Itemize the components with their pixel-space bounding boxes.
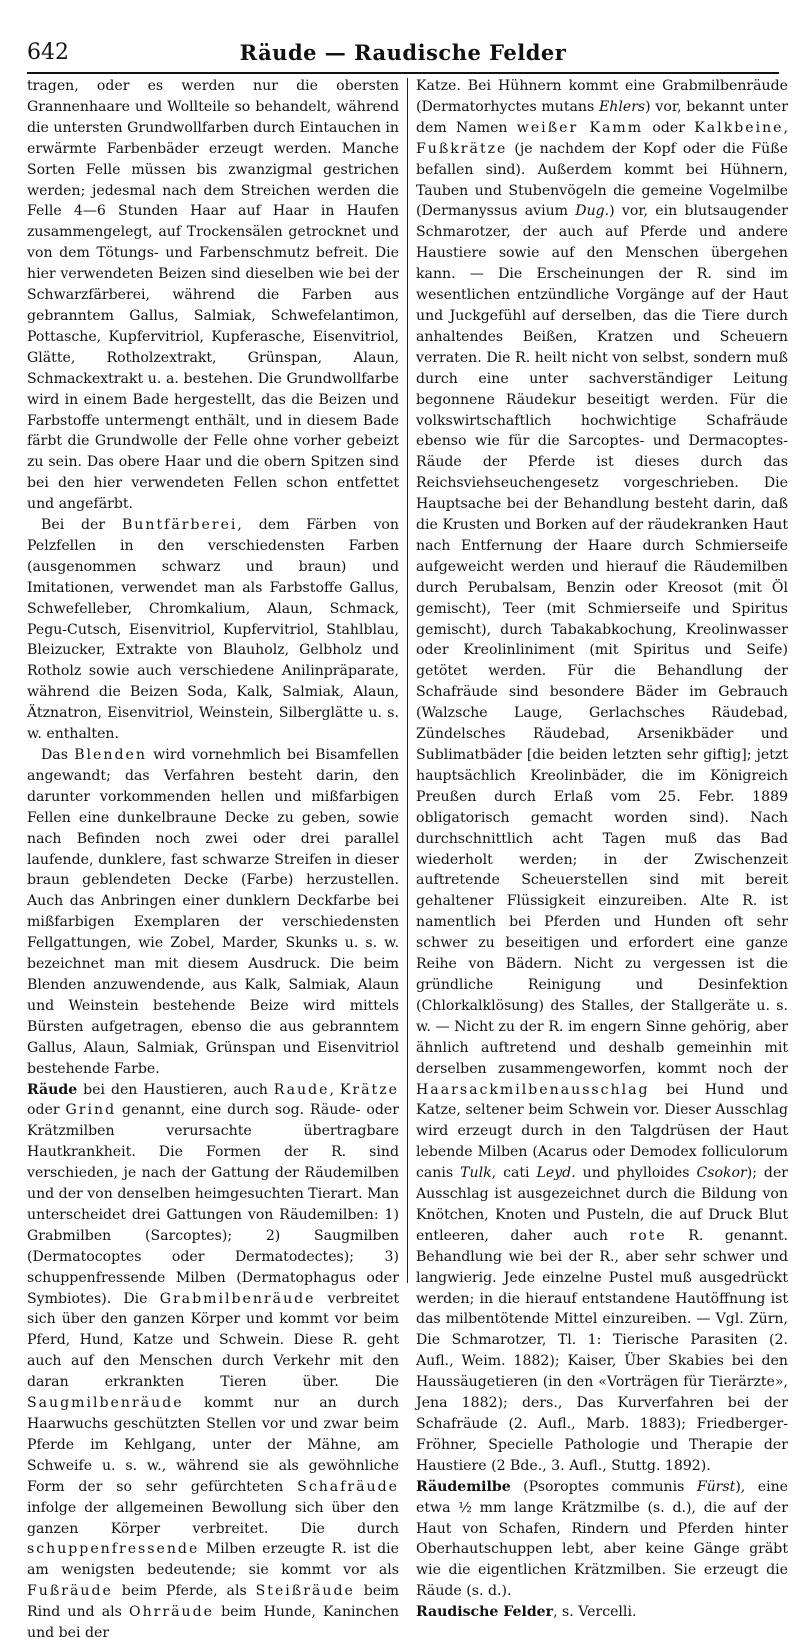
text: bei den Haustieren, auch [77, 1081, 274, 1098]
text: genannt, eine durch sog. Räude- oder Krätzmilben verursachte übertragbare Hautkrankheit. Die Formen der R. sind verschieden, je nach der Gattung der Räudemilben und der von denselben heimgesuchten Tierart. Man unterscheidet drei Gattungen von Räudemilben: 1) Grabmilben (Sarcoptes); 2) Saugmilben (Dermatocoptes oder Dermatodectes); 3) schuppenfressende Milben (Dermatophagus oder Symbiotes). Die [27, 1102, 399, 1307]
text: Bei der [41, 517, 122, 534]
term: Krätze [339, 1081, 399, 1098]
term: schuppenfressende [27, 1541, 200, 1558]
header-rule [27, 72, 779, 74]
term: Steißräude [255, 1583, 355, 1600]
text: ) vor, ein blutsaugender Schmarotzer, der auch auf Pferde und andere Haustiere sowie auf den Menschen übergehen kann. — Die Erscheinungen der R. sind im wesentlichen entzündliche Vorgänge auf der Haut und Juckgefühl auf derselben, das die Tiere durch anhaltendes Beißen, Kratzen und Scheuern verraten. Die R. heilt nicht von selbst, sondern muß durch eine unter sachverständiger Leitung begonnene Räudekur beseitigt werden. Für die volkswirtschaftlich hochwichtige Schafräude ebenso wie für die Sarcoptes- und Dermacoptes-Räude der Pferde ist dieses durch das Reichsviehseuchengesetz vorgeschrieben. Die Hauptsache bei der Behandlung besteht darin, daß die Krusten und Borken auf der räudekranken Haut nach Entfernung der Haare durch Schmierseife aufgeweicht werden und hierauf die Räudemilben durch Perubalsam, Benzin oder Kreosot (mit Öl gemischt), Teer (mit Schmierseife und Spiritus gemischt), durch Tabakabkochung, Kreolinwasser oder Kreolinliniment (mit Spiritus und Seife) getötet werden. Für die Behandlung der Schafräude sind besondere Bäder im Gebrauch (Walzsche Lauge, Gerlachsches Räudebad, Zündelsches Räudebad, Arsenikbäder und Sublimatbäder [die beiden letzten sehr giftig]; jetzt hauptsächlich Kreolinbäder, die im Königreich Preußen durch Erlaß vom 25. Febr. 1889 obligatorisch gemacht worden sind). Nach durchschnittlich acht Tagen muß das Bad wiederholt werden; in der Zwischenzeit auftretende Scheuerstellen sind mit bereit gehaltener Flüssigkeit einzureiben. Alte R. ist namentlich bei Pferden und Hunden oft sehr schwer zu beseitigen und erfordert eine ganze Reihe von Bädern. Nicht zu vergessen ist die gründliche Reinigung und Desinfektion (Chlorkalklösung) des Stalles, der Stallgeräte u. s. w. — Nicht zu der R. im engern Sinne gehörig, aber ähnlich auftretend und deshalb gemeinhin mit derselben zusammengeworfen, kommt noch der [416, 203, 788, 1077]
paragraph-blenden [27, 745, 399, 1080]
term-blenden: Blenden [74, 747, 147, 763]
text: , [329, 1081, 340, 1098]
text: und phylloides [575, 1165, 697, 1182]
text: ); der Ausschlag ist ausgezeichnet durch die Bildung von Knötchen, Knoten und Pusteln, die auf Druck Blut entleeren, daher auch [416, 1165, 789, 1244]
paragraph-raeude-continued [416, 76, 788, 1477]
term: Fußkrätze [416, 140, 508, 157]
running-title: Räude — Raudische Felder [239, 40, 567, 65]
left-column [27, 76, 399, 1642]
text: bei Hund und Katze, seltener beim Schwein vor. Dieser Ausschlag wird erzeugt durch in den Talgdrüsen der Haut lebende Milben (Acarus oder Demodex folliculorum canis [416, 1081, 788, 1182]
text: oder [27, 1102, 66, 1119]
term: Haarsackmilbenausschlag [416, 1081, 650, 1098]
term: Raude [273, 1081, 330, 1098]
text: Das [41, 747, 75, 763]
entry-raudische-felder [416, 1602, 788, 1623]
column-divider [407, 78, 408, 1283]
term: Grind [65, 1102, 117, 1119]
term: Fußräude [27, 1583, 113, 1600]
text: Katze. Bei Hühnern kommt eine Grabmilbenräude (Dermatorhyctes mutans [416, 78, 788, 115]
page-number: 642 [27, 40, 69, 65]
headword-raeudemilbe: Räudemilbe [416, 1478, 511, 1495]
term: Saugmilbenräude [27, 1395, 184, 1412]
term-buntfaerberei: Buntfärberei [121, 517, 238, 534]
text: beim Pferde, als [112, 1583, 256, 1600]
right-column [416, 76, 789, 1621]
page-header [27, 40, 779, 70]
paragraph-fell-coloring: tragen, oder es werden nur die obersten Grannenhaare und Wollteile so behandelt, während die untersten Grundwollfarben durch Eintauchen in erwärmte Farbenbäder erzeugt werden. Manche Sorten Felle müssen bis zwanzigmal gestrichen werden; jedesmal nach dem Streichen werden die Felle 4—6 Stunden Haar auf Haar in Haufen zusammengelegt, auf Trockensälen getrocknet und von dem Tötungs- und Farbenschmutz befreit. Die hier verwendeten Beizen sind dieselben wie bei der Schwarzfärberei, während die Farben aus gebranntem Gallus, Salmiak, Schwefelantimon, Pottasche, Kupfervitriol, Kupferasche, Eisenvitriol, Glätte, Rotholzextrakt, Grünspan, Alaun, Schmackextrakt u. a. bestehen. Die Grundwollfarbe wird in einem Bade hergestellt, das die Beizen und Farbstoffe untermengt enthält, und in diesem Bade färbt die Grundwolle der Felle ohne vorher gebeizt zu sein. Das obere Haar und die obern Spitzen sind bei den hier verwendeten Fellen schon entfettet und angefärbt. [27, 78, 399, 513]
author: Fürst [696, 1478, 736, 1495]
author: Dug. [575, 203, 610, 220]
term: Kalkbeine [694, 119, 784, 136]
term: Ohrräude [129, 1604, 214, 1621]
text: Milben erzeugte R. ist die am wenigsten bedeutende; sie kommt vor als [27, 1541, 399, 1579]
text: beim Rind und als [27, 1583, 399, 1621]
author: Tulk [460, 1165, 492, 1182]
author: Leyd. [536, 1165, 576, 1182]
author: Ehlers [598, 98, 646, 115]
text: (Psoroptes communis [510, 1478, 697, 1495]
text: infolge der allgemeinen Bewollung sich über den ganzen Körper verbreitet. Die durch [27, 1499, 399, 1537]
term: Schafräude [297, 1478, 399, 1495]
text: oder [643, 119, 695, 136]
text: , [783, 119, 789, 136]
text: R. genannt. Behandlung wie bei der R., aber sehr schwer und langwierig. Jede einzelne Pustel muß ausgedrückt werden; in die hierauf entstandene Hautöffnung ist das milbentötende Mittel einzureiben. — Vgl. Zürn, Die Schmarotzer, Tl. 1: Tierische Parasiten (2. Aufl., Weim. 1882); Kaiser, Über Skabies bei den Haussäugetieren (in den «Vorträgen für Tierärzte», Jena 1882); ders., Das Kurverfahren bei der Schafräude (2. Aufl., Marb. 1883); Friedberger-Fröhner, Specielle Pathologie und Therapie der Haustiere (2 Bde., 3. Aufl., Stuttg. 1892). [416, 1227, 789, 1474]
text: , s. Vercelli. [553, 1604, 637, 1621]
entry-raeude [27, 1080, 399, 1644]
author: Csokor [696, 1165, 747, 1182]
term: rote [629, 1227, 667, 1244]
text: beim Hunde, Kaninchen und bei der [27, 1604, 399, 1642]
headword-raudische-felder: Raudische Felder [416, 1604, 554, 1621]
entry-raeudemilbe [416, 1477, 788, 1602]
headword-raeude: Räude [27, 1081, 78, 1098]
text: wird vornehmlich bei Bisamfellen angewandt; das Verfahren besteht darin, den darunter vorkommenden hellen und mißfarbigen Fellen eine dunkelbraune Decke zu geben, sowie nach Befinden noch zwei oder drei parallel laufende, dunklere, fast schwarze Streifen in dieser braun geblendeten Decke (Farbe) herzustellen. Auch das Anbringen einer dunklern Deckfarbe bei mißfarbigen Exemplaren der verschiedensten Fellgattungen, wie Zobel, Marder, Skunks u. s. w. bezeichnet man mit diesem Ausdruck. Die beim Blenden anzuwendende, aus Kalk, Salmiak, Alaun und Weinstein bestehende Beize wird mittels Bürsten aufgetragen, ebenso die aus gebranntem Gallus, Alaun, Salmiak, Grünspan und Eisenvitriol bestehende Farbe. [27, 747, 399, 1077]
text: verbreitet sich über den ganzen Körper und kommt vor beim Pferd, Hund, Katze und Schwein. Diese R. geht auch auf den Menschen durch Verkehr mit den daran erkrankten Tieren über. Die [27, 1290, 399, 1391]
text: kommt nur an durch Haarwuchs geschützten Stellen vor und zwar beim Pferde im Kehlgang, unter der Mähne, am Schweife u. s. w., während sie als gewöhnliche Form der so sehr gefürchteten [27, 1395, 399, 1495]
text: (je nachdem der Kopf oder die Füße befallen sind). Außerdem kommt bei Hühnern, Tauben und Stubenvögeln die gemeine Vogelmilbe (Dermanyssus avium [416, 140, 788, 220]
text: , dem Färben von Pelzfellen in den verschiedensten Farben (ausgenommen schwarz und braun) und Imitationen, verwendet man als Farbstoffe Gallus, Schwefelleber, Chromkalium, Alaun, Schmack, Pegu-Cutsch, Eisenvitriol, Kupfervitriol, Stahlblau, Bleizucker, Extrakte von Blauholz, Gelbholz und Rotholz sowie auch verschiedene Anilinpräparate, während die Beizen Soda, Kalk, Salmiak, Alaun, Ätznatron, Eisenvitriol, Weinstein, Silberglätte u. s. w. enthalten. [27, 517, 399, 743]
term: weißer Kamm [516, 119, 644, 136]
text: , cati [491, 1165, 537, 1182]
paragraph-buntfaerberei [27, 515, 399, 745]
text: ) vor, bekannt unter dem Namen [416, 98, 788, 136]
text: ), eine etwa ½ mm lange Krätzmilbe (s. d.), die auf der Haut von Schafen, Rindern und Pferden hinter Oberhautschuppen lebt, aber keine Gänge gräbt wie die eigentlichen Krätzmilben. Sie erzeugt die Räude (s. d.). [416, 1478, 788, 1600]
term: Grabmilbenräude [159, 1290, 316, 1307]
